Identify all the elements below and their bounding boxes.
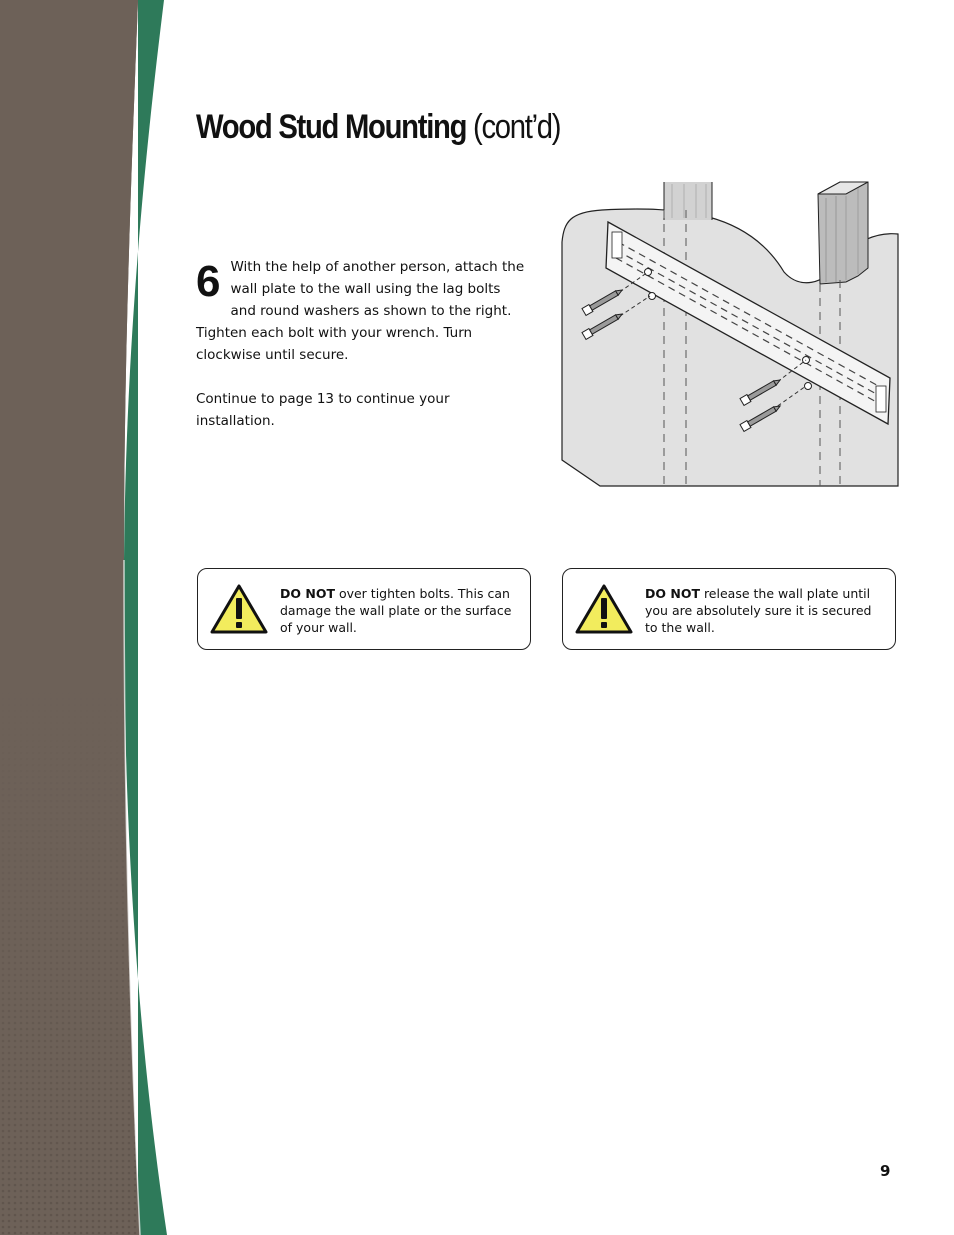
- warning-body: over tighten bolts. This can damage the wall plate or the surface of your wall.: [280, 586, 512, 635]
- sidebar-brown-panel: [0, 0, 140, 1235]
- step-number: 6: [196, 257, 221, 306]
- page-title-bold: Wood Stud Mounting: [196, 108, 467, 146]
- sidebar-green-swoosh: [124, 0, 167, 1235]
- exclamation-triangle-icon: [210, 583, 268, 635]
- warning-body: release the wall plate until you are absolutely sure it is secured to the wall.: [645, 586, 872, 635]
- wood-stud-left: [664, 182, 712, 220]
- exclamation-triangle-icon: [575, 583, 633, 635]
- warning-box-overtighten: [197, 568, 531, 650]
- warning-box-release: [562, 568, 896, 650]
- step-6-instructions: [196, 256, 528, 432]
- warning-emphasis: DO NOT: [280, 586, 335, 601]
- washer-bottom-right: [805, 383, 812, 390]
- wood-stud-right: [818, 182, 868, 284]
- warning-emphasis: DO NOT: [645, 586, 700, 601]
- wall-plate-illustration: [560, 180, 900, 488]
- step-text: With the help of another person, attach the wall plate to the wall using the lag bolts and round washers as shown to the right. Tighten each bolt with your wrench. Turn clockwise until secure.: [196, 259, 525, 363]
- warning-text: [645, 585, 885, 636]
- page-title: [196, 104, 560, 150]
- page-number: 9: [880, 1162, 891, 1180]
- continue-text: Continue to page 13 to continue your installation.: [196, 391, 450, 429]
- warning-text: [280, 585, 520, 636]
- page-title-normal: (cont’d): [473, 108, 561, 146]
